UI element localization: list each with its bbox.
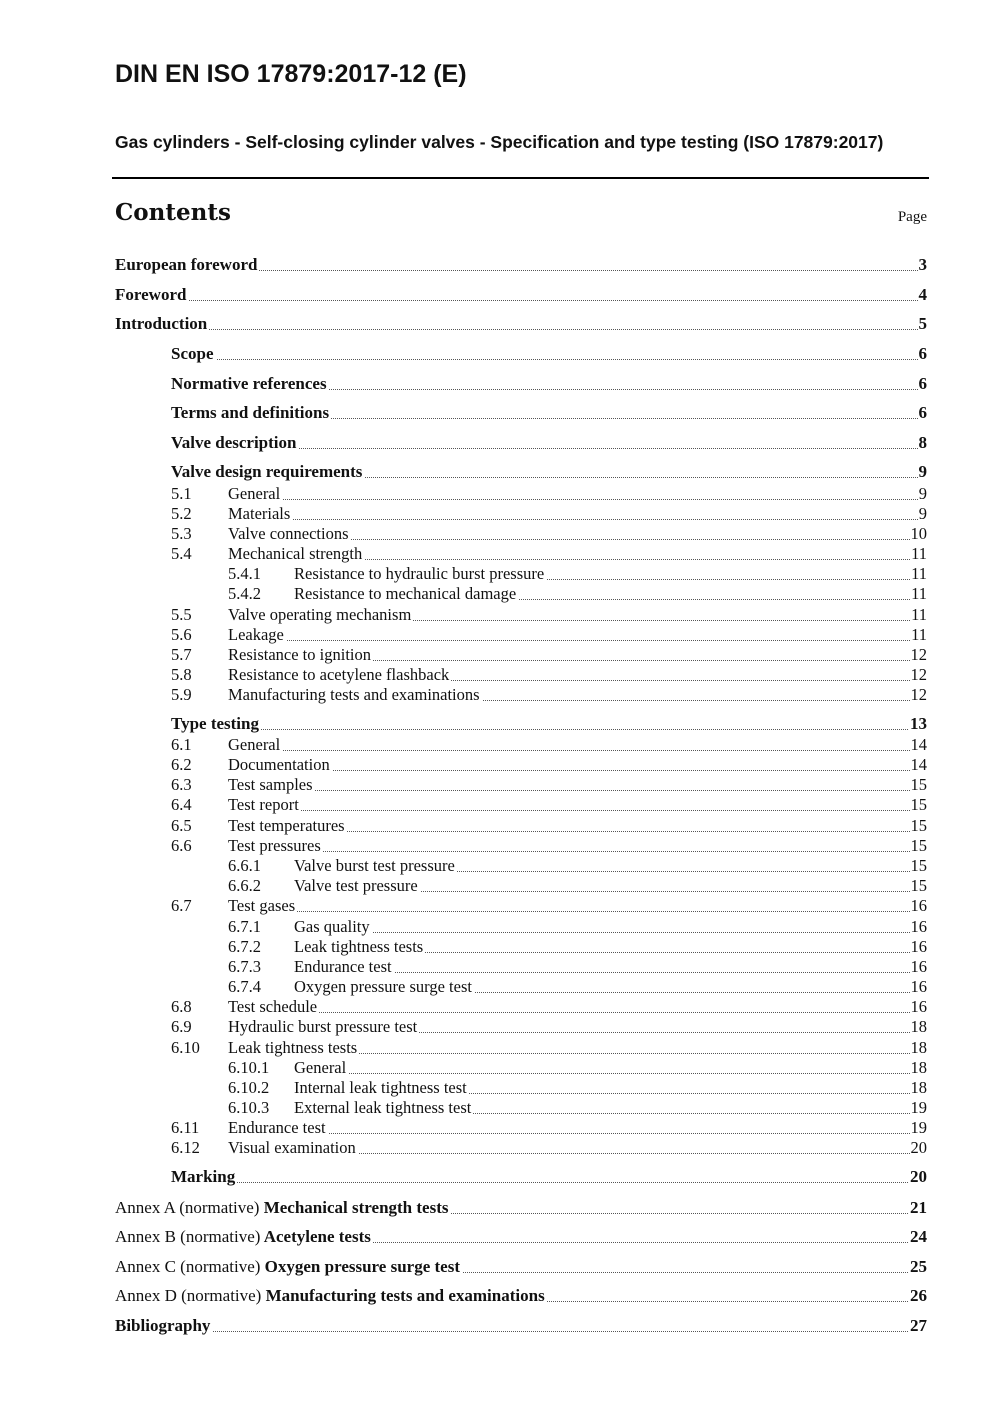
- toc-page-number: 18: [910, 1038, 927, 1057]
- toc-entry[interactable]: [0, 344, 992, 364]
- toc-entry-number: 5.4.2: [228, 584, 261, 603]
- toc-entry-title: Mechanical strength tests: [263, 1198, 449, 1217]
- toc-entry-title: Mechanical strength: [228, 544, 363, 563]
- toc-entry-title: Type testing: [171, 714, 259, 733]
- toc-entry[interactable]: [0, 755, 992, 775]
- annex-prefix: Annex C (normative): [115, 1257, 261, 1276]
- toc-entry[interactable]: [0, 1078, 992, 1098]
- toc-page-number: 20: [910, 1167, 927, 1186]
- toc-leader-dots: [294, 932, 926, 933]
- toc-page-number: 10: [910, 524, 927, 543]
- toc-entry-number: 5.6: [171, 625, 192, 644]
- toc-entry-title: Hydraulic burst pressure test: [228, 1017, 418, 1036]
- toc-entry-number: 6.8: [171, 997, 192, 1016]
- toc-entry[interactable]: [0, 775, 992, 795]
- toc-page-number: 16: [910, 957, 927, 976]
- toc-entry-title: Resistance to mechanical damage: [294, 584, 517, 603]
- toc-entry-title: Gas quality: [294, 917, 370, 936]
- toc-entry-title: External leak tightness test: [294, 1098, 472, 1117]
- toc-entry-title: Manufacturing tests and examinations: [228, 685, 480, 704]
- toc-entry-title: Visual examination: [228, 1138, 356, 1157]
- toc-entry-title: Valve design requirements: [171, 462, 363, 481]
- toc-entry-title: Test pressures: [228, 836, 321, 855]
- toc-entry-title: Acetylene tests: [263, 1227, 371, 1246]
- toc-leader-dots: [171, 729, 926, 730]
- annex-prefix: Annex B (normative): [115, 1227, 261, 1246]
- toc-entry-number: 6.4: [171, 795, 192, 814]
- toc-page-number: 15: [910, 836, 927, 855]
- toc-entry-number: 6.3: [171, 775, 192, 794]
- toc-page-number: 11: [911, 605, 927, 624]
- toc-page-number: 12: [910, 685, 927, 704]
- toc-page-number: 16: [910, 937, 927, 956]
- toc-page-number: 15: [910, 795, 927, 814]
- toc-entry[interactable]: [0, 605, 992, 625]
- toc-entry-title: Valve burst test pressure: [294, 856, 455, 875]
- toc-entry-title: Test schedule: [228, 997, 318, 1016]
- toc-entry[interactable]: [0, 1118, 992, 1138]
- toc-entry[interactable]: [0, 564, 992, 584]
- toc-page-number: 19: [910, 1118, 927, 1137]
- toc-entry[interactable]: [0, 544, 992, 564]
- toc-entry-title: Foreword: [115, 285, 187, 304]
- toc-entry-number: 5.1: [171, 484, 192, 503]
- toc-page-number: 3: [918, 255, 927, 274]
- toc-entry[interactable]: [0, 714, 992, 734]
- annex-prefix: Annex A (normative): [115, 1198, 260, 1217]
- toc-entry[interactable]: [0, 484, 992, 504]
- toc-entry[interactable]: [0, 462, 992, 482]
- toc-entry[interactable]: [0, 1138, 992, 1158]
- toc-entry-number: 6.7.2: [228, 937, 261, 956]
- toc-entry[interactable]: [0, 665, 992, 685]
- toc-leader-dots: [228, 810, 926, 811]
- toc-entry[interactable]: [0, 645, 992, 665]
- toc-entry-number: 5.2: [171, 504, 192, 523]
- toc-entry-number: 6.11: [171, 1118, 200, 1137]
- toc-entry-number: 6.5: [171, 816, 192, 835]
- toc-entry-title: Test report: [228, 795, 299, 814]
- toc-page-number: 9: [918, 504, 927, 523]
- toc-page-number: 26: [910, 1286, 927, 1305]
- toc-page-number: 4: [918, 285, 927, 304]
- toc-page-number: 13: [910, 714, 927, 733]
- toc-entry-number: 6.7.4: [228, 977, 261, 996]
- toc-leader-dots: [228, 1012, 926, 1013]
- toc-entry[interactable]: [0, 856, 992, 876]
- toc-entry-title: Test temperatures: [228, 816, 345, 835]
- toc-entry[interactable]: [0, 433, 992, 453]
- toc-entry-title: Resistance to acetylene flashback: [228, 665, 450, 684]
- toc-page-number: 16: [910, 917, 927, 936]
- toc-entry-number: 5.3: [171, 524, 192, 543]
- toc-page-number: 6: [918, 374, 927, 393]
- toc-page-number: 14: [910, 735, 927, 754]
- toc-entry-title: Valve connections: [228, 524, 349, 543]
- annex-prefix: Annex D (normative): [115, 1286, 262, 1305]
- toc-leader-dots: [228, 790, 926, 791]
- toc-entry[interactable]: [0, 504, 992, 524]
- toc-entry-number: 6.10: [171, 1038, 200, 1057]
- toc-page-number: 11: [911, 544, 927, 563]
- toc-entry[interactable]: [0, 836, 992, 856]
- toc-entry-title: Oxygen pressure surge test: [294, 977, 472, 996]
- toc-entry-number: 5.4: [171, 544, 192, 563]
- document-subtitle: Gas cylinders - Self-closing cylinder valves - Specification and type testing (ISO 17879:2017): [115, 132, 884, 152]
- toc-entry-title: Terms and definitions: [171, 403, 330, 422]
- contents-heading: Contents: [115, 199, 231, 226]
- toc-leader-dots: [228, 1133, 926, 1134]
- toc-entry-title: Documentation: [228, 755, 330, 774]
- toc-entry-title: Materials: [228, 504, 291, 523]
- toc-entry[interactable]: [0, 1257, 992, 1277]
- toc-entry-number: 6.10.3: [228, 1098, 270, 1117]
- toc-entry-title: Leakage: [228, 625, 284, 644]
- toc-entry-title: Valve test pressure: [294, 876, 418, 895]
- toc-page-number: 25: [910, 1257, 927, 1276]
- toc-entry[interactable]: [0, 524, 992, 544]
- toc-page-number: 12: [910, 665, 927, 684]
- toc-entry[interactable]: [0, 1038, 992, 1058]
- toc-entry-number: 6.6: [171, 836, 192, 855]
- toc-entry-title: Normative references: [171, 374, 327, 393]
- toc-entry-title: Manufacturing tests and examinations: [265, 1286, 545, 1305]
- toc-page-number: 18: [910, 1017, 927, 1036]
- toc-entry[interactable]: [0, 957, 992, 977]
- toc-leader-dots: [115, 300, 926, 301]
- toc-entry[interactable]: [0, 735, 992, 755]
- toc-entry-title: Endurance test: [228, 1118, 326, 1137]
- toc-entry-number: 5.5: [171, 605, 192, 624]
- toc-entry[interactable]: [0, 685, 992, 705]
- toc-entry-title: Valve description: [171, 433, 297, 452]
- toc-page-number: 9: [918, 462, 927, 481]
- toc-entry-title: Scope: [171, 344, 214, 363]
- toc-entry[interactable]: [0, 1017, 992, 1037]
- toc-page-number: 12: [910, 645, 927, 664]
- toc-entry[interactable]: [0, 795, 992, 815]
- toc-entry-number: 5.7: [171, 645, 192, 664]
- toc-leader-dots: [115, 1331, 926, 1332]
- toc-entry-title: Resistance to hydraulic burst pressure: [294, 564, 545, 583]
- toc-page-number: 11: [911, 564, 927, 583]
- toc-entry[interactable]: [0, 1286, 992, 1306]
- toc-entry-number: 6.6.2: [228, 876, 261, 895]
- toc-entry-title: Introduction: [115, 314, 208, 333]
- toc-page-number: 16: [910, 997, 927, 1016]
- toc-page-number: 18: [910, 1078, 927, 1097]
- toc-page-number: 21: [910, 1198, 927, 1217]
- toc-entry-number: 6.1: [171, 735, 192, 754]
- toc-leader-dots: [294, 1073, 926, 1074]
- toc-entry-number: 6.6.1: [228, 856, 261, 875]
- toc-leader-dots: [228, 911, 926, 912]
- toc-entry-title: Oxygen pressure surge test: [264, 1257, 460, 1276]
- toc-entry-title: Marking: [171, 1167, 236, 1186]
- toc-page-number: 6: [918, 344, 927, 363]
- toc-page-number: 9: [918, 484, 927, 503]
- toc-page-number: 6: [918, 403, 927, 422]
- toc-entry[interactable]: [0, 1167, 992, 1187]
- toc-entry[interactable]: [0, 896, 992, 916]
- toc-entry-number: 5.8: [171, 665, 192, 684]
- document-id: DIN EN ISO 17879:2017-12 (E): [115, 60, 467, 88]
- toc-entry[interactable]: [0, 1227, 992, 1247]
- toc-leader-dots: [228, 851, 926, 852]
- toc-entry-number: 6.7: [171, 896, 192, 915]
- toc-entry[interactable]: [0, 314, 992, 334]
- toc-entry-title: Bibliography: [115, 1316, 211, 1335]
- toc-page-number: 15: [910, 816, 927, 835]
- toc-leader-dots: [228, 519, 926, 520]
- toc-entry[interactable]: [0, 584, 992, 604]
- toc-page-number: 15: [910, 876, 927, 895]
- toc-leader-dots: [228, 750, 926, 751]
- toc-page-number: 14: [910, 755, 927, 774]
- toc-entry[interactable]: [0, 285, 992, 305]
- toc-entry[interactable]: [0, 977, 992, 997]
- toc-entry[interactable]: [0, 1098, 992, 1118]
- toc-entry[interactable]: [0, 917, 992, 937]
- toc-entry-number: 6.7.1: [228, 917, 261, 936]
- toc-entry[interactable]: [0, 403, 992, 423]
- toc-page-number: 18: [910, 1058, 927, 1077]
- toc-entry-title: Leak tightness tests: [228, 1038, 358, 1057]
- toc-page-number: 19: [910, 1098, 927, 1117]
- toc-entry-number: 6.9: [171, 1017, 192, 1036]
- toc-page-number: 15: [910, 856, 927, 875]
- toc-page-number: 16: [910, 896, 927, 915]
- toc-entry-number: 6.10.1: [228, 1058, 270, 1077]
- toc-page-number: 20: [910, 1138, 927, 1157]
- toc-entry-title: Internal leak tightness test: [294, 1078, 467, 1097]
- toc-entry[interactable]: [0, 1058, 992, 1078]
- toc-entry[interactable]: [0, 255, 992, 275]
- toc-entry[interactable]: [0, 876, 992, 896]
- toc-page-number: 24: [910, 1227, 927, 1246]
- toc-leader-dots: [115, 329, 926, 330]
- toc-entry-number: 6.10.2: [228, 1078, 270, 1097]
- toc-leader-dots: [228, 770, 926, 771]
- toc-entry-title: Endurance test: [294, 957, 392, 976]
- toc-entry[interactable]: [0, 997, 992, 1017]
- toc-entry[interactable]: [0, 1198, 992, 1218]
- toc-entry-number: 5.4.1: [228, 564, 261, 583]
- toc-page-number: 27: [910, 1316, 927, 1335]
- toc-entry-number: 6.2: [171, 755, 192, 774]
- toc-entry-title: General: [228, 484, 281, 503]
- toc-entry-number: 5.9: [171, 685, 192, 704]
- toc-page-number: 8: [918, 433, 927, 452]
- toc-entry-title: Test gases: [228, 896, 296, 915]
- toc-entry-title: Resistance to ignition: [228, 645, 371, 664]
- toc-page-number: 16: [910, 977, 927, 996]
- toc-entry-title: General: [228, 735, 281, 754]
- toc-entry-number: 6.12: [171, 1138, 200, 1157]
- toc-page-number: 11: [911, 625, 927, 644]
- toc-leader-dots: [171, 1182, 926, 1183]
- toc-leader-dots: [228, 640, 926, 641]
- toc-entry[interactable]: [0, 1316, 992, 1336]
- toc-entry[interactable]: [0, 374, 992, 394]
- toc-entry[interactable]: [0, 816, 992, 836]
- toc-leader-dots: [228, 499, 926, 500]
- toc-entry-title: European foreword: [115, 255, 258, 274]
- toc-page-number: 11: [911, 584, 927, 603]
- toc-entry[interactable]: [0, 937, 992, 957]
- toc-entry-title: Valve operating mechanism: [228, 605, 412, 624]
- toc-page-number: 5: [918, 314, 927, 333]
- toc-entry-title: Leak tightness tests: [294, 937, 424, 956]
- toc-entry-title: Test samples: [228, 775, 313, 794]
- toc-page-number: 15: [910, 775, 927, 794]
- page-column-label: Page: [897, 209, 927, 225]
- toc-leader-dots: [171, 359, 926, 360]
- toc-entry-number: 6.7.3: [228, 957, 261, 976]
- toc-entry[interactable]: [0, 625, 992, 645]
- toc-entry-title: General: [294, 1058, 347, 1077]
